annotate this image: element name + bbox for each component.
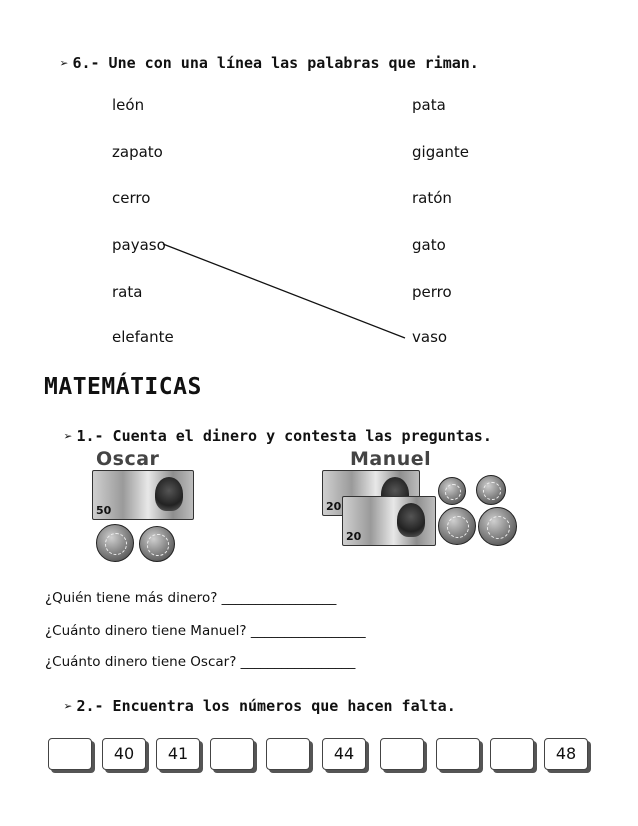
number-box[interactable] <box>48 738 92 770</box>
right-word: vaso <box>412 328 448 346</box>
number-box[interactable] <box>436 738 480 770</box>
arrow-bullet-icon: ➢ <box>64 429 73 445</box>
banknote-value: 20 <box>326 500 342 513</box>
right-word: gigante <box>412 143 470 161</box>
coin-icon <box>438 477 466 505</box>
left-word: cerro <box>112 189 151 207</box>
question-oscar-money: ¿Cuánto dinero tiene Oscar? _________________ <box>45 654 356 670</box>
section-title: MATEMÁTICAS <box>44 374 202 400</box>
coin-icon <box>478 507 517 546</box>
right-word: gato <box>412 236 446 254</box>
banknote-portrait <box>155 477 183 511</box>
question-manuel-money: ¿Cuánto dinero tiene Manuel? _________________ <box>45 623 366 639</box>
exercise-1-heading: ➢ 1.- Cuenta el dinero y contesta las preguntas. <box>64 427 492 445</box>
banknote-50-icon <box>92 470 194 520</box>
right-word: pata <box>412 96 446 114</box>
left-word: león <box>112 96 145 114</box>
coin-icon <box>96 524 134 562</box>
manuel-label: Manuel <box>350 448 432 470</box>
coin-icon <box>476 475 506 505</box>
coin-icon <box>438 507 476 545</box>
number-box[interactable] <box>210 738 254 770</box>
number-box[interactable] <box>490 738 534 770</box>
number-box[interactable]: 40 <box>102 738 146 770</box>
left-word: elefante <box>112 328 174 346</box>
oscar-label: Oscar <box>96 448 160 470</box>
banknote-value: 20 <box>346 530 362 543</box>
number-box[interactable]: 48 <box>544 738 588 770</box>
arrow-bullet-icon: ➢ <box>64 699 73 715</box>
left-word: zapato <box>112 143 163 161</box>
banknote-20-icon <box>342 496 436 546</box>
coin-icon <box>139 526 175 562</box>
right-word: perro <box>412 283 452 301</box>
number-box[interactable]: 41 <box>156 738 200 770</box>
number-box[interactable] <box>266 738 310 770</box>
right-word: ratón <box>412 189 452 207</box>
exercise-2-heading: ➢ 2.- Encuentra los números que hacen falta. <box>64 697 456 715</box>
rhyme-connector-line <box>0 0 638 400</box>
banknote-portrait <box>397 503 425 537</box>
number-box[interactable]: 44 <box>322 738 366 770</box>
arrow-bullet-icon: ➢ <box>60 56 69 72</box>
left-word: payaso <box>112 236 166 254</box>
banknote-value: 50 <box>96 504 112 517</box>
left-word: rata <box>112 283 143 301</box>
question-who-has-more: ¿Quién tiene más dinero? _________________ <box>45 590 337 606</box>
exercise-6-heading: ➢ 6.- Une con una línea las palabras que riman. <box>60 54 479 72</box>
number-box[interactable] <box>380 738 424 770</box>
